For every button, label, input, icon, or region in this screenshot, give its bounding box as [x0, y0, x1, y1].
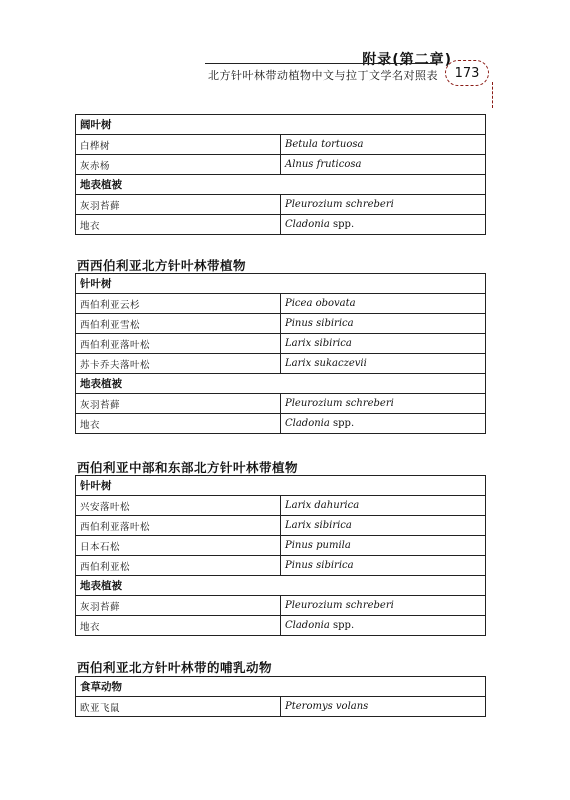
- table-west-siberia-plants: [75, 273, 486, 434]
- latin-name: Pleurozium schreberi: [285, 199, 394, 210]
- latin-suffix: spp.: [329, 620, 355, 631]
- chinese-name: 灰赤杨: [76, 155, 281, 175]
- chinese-name: 兴安落叶松: [76, 496, 281, 516]
- chinese-name: 灰羽苔藓: [76, 394, 281, 414]
- latin-name-cell: [281, 135, 486, 155]
- table-row: [76, 334, 486, 354]
- chinese-name: 白桦树: [76, 135, 281, 155]
- latin-name-cell: [281, 516, 486, 536]
- latin-name: Pleurozium schreberi: [285, 600, 394, 611]
- latin-name-cell: [281, 394, 486, 414]
- category-heading: 食草动物: [76, 677, 486, 697]
- table-row: [76, 215, 486, 235]
- latin-name: Cladonia: [285, 418, 330, 429]
- chapter-label: 附录(第二章): [362, 52, 452, 68]
- appendix-subtitle: 北方针叶林带动植物中文与拉丁文学名对照表: [208, 69, 438, 82]
- table-row: [76, 354, 486, 374]
- table-row: [76, 697, 486, 717]
- chinese-name: 地衣: [76, 616, 281, 636]
- latin-name: Picea obovata: [285, 298, 356, 309]
- table-row: [76, 135, 486, 155]
- chinese-name: 地衣: [76, 215, 281, 235]
- page-number: 173: [445, 60, 489, 86]
- table-row: [76, 394, 486, 414]
- category-heading: 地表植被: [76, 374, 486, 394]
- latin-name-cell: [281, 697, 486, 717]
- table-row: [76, 616, 486, 636]
- latin-suffix: spp.: [329, 418, 355, 429]
- latin-name: Larix dahurica: [285, 500, 360, 511]
- latin-name: Cladonia: [285, 620, 330, 631]
- chinese-name: 西伯利亚落叶松: [76, 334, 281, 354]
- table-row: [76, 314, 486, 334]
- category-heading: 针叶树: [76, 476, 486, 496]
- table-heading-row: [76, 576, 486, 596]
- table-heading-row: [76, 677, 486, 697]
- latin-name: Pinus sibirica: [285, 560, 354, 571]
- section-title: 西伯利亚中部和东部北方针叶林带植物: [77, 460, 299, 475]
- table-row: [76, 496, 486, 516]
- latin-name-cell: [281, 354, 486, 374]
- table-heading-row: [76, 115, 486, 135]
- latin-name: Larix sibirica: [285, 338, 352, 349]
- category-heading: 阔叶树: [76, 115, 486, 135]
- latin-name: Pteromys volans: [285, 701, 369, 712]
- table-row: [76, 294, 486, 314]
- chinese-name: 西伯利亚云杉: [76, 294, 281, 314]
- category-heading: 地表植被: [76, 576, 486, 596]
- chinese-name: 欧亚飞鼠: [76, 697, 281, 717]
- table-row: [76, 414, 486, 434]
- table-central-east-siberia-plants: [75, 475, 486, 636]
- page-number-ornament: [482, 82, 493, 108]
- latin-name-cell: [281, 314, 486, 334]
- latin-name-cell: [281, 616, 486, 636]
- header-rule: [205, 63, 437, 64]
- latin-name-cell: [281, 334, 486, 354]
- latin-name-cell: [281, 294, 486, 314]
- table-heading-row: [76, 175, 486, 195]
- latin-name: Cladonia: [285, 219, 330, 230]
- chinese-name: 苏卡乔夫落叶松: [76, 354, 281, 374]
- latin-name: Pinus pumila: [285, 540, 351, 551]
- latin-name-cell: [281, 155, 486, 175]
- latin-name: Alnus fruticosa: [285, 159, 362, 170]
- table-broadleaf-continued: [75, 114, 486, 235]
- latin-name-cell: [281, 556, 486, 576]
- table-row: [76, 516, 486, 536]
- section-title: 西伯利亚北方针叶林带的哺乳动物: [77, 660, 273, 675]
- latin-name-cell: [281, 195, 486, 215]
- table-row: [76, 556, 486, 576]
- chinese-name: 日本石松: [76, 536, 281, 556]
- latin-name-cell: [281, 215, 486, 235]
- category-heading: 地表植被: [76, 175, 486, 195]
- latin-name: Larix sibirica: [285, 520, 352, 531]
- chinese-name: 灰羽苔藓: [76, 195, 281, 215]
- table-heading-row: [76, 476, 486, 496]
- page-header: [0, 40, 570, 100]
- latin-name-cell: [281, 596, 486, 616]
- chinese-name: 西伯利亚松: [76, 556, 281, 576]
- table-heading-row: [76, 274, 486, 294]
- latin-name: Pleurozium schreberi: [285, 398, 394, 409]
- latin-name: Larix sukaczevii: [285, 358, 367, 369]
- category-heading: 针叶树: [76, 274, 486, 294]
- chinese-name: 西伯利亚雪松: [76, 314, 281, 334]
- table-row: [76, 155, 486, 175]
- latin-suffix: spp.: [329, 219, 355, 230]
- chinese-name: 地衣: [76, 414, 281, 434]
- latin-name-cell: [281, 496, 486, 516]
- table-row: [76, 195, 486, 215]
- table-row: [76, 536, 486, 556]
- table-heading-row: [76, 374, 486, 394]
- latin-name: Pinus sibirica: [285, 318, 354, 329]
- chinese-name: 灰羽苔藓: [76, 596, 281, 616]
- chinese-name: 西伯利亚落叶松: [76, 516, 281, 536]
- table-row: [76, 596, 486, 616]
- latin-name-cell: [281, 414, 486, 434]
- latin-name: Betula tortuosa: [285, 139, 364, 150]
- table-siberia-mammals: [75, 676, 486, 717]
- latin-name-cell: [281, 536, 486, 556]
- section-title: 西西伯利亚北方针叶林带植物: [77, 258, 247, 273]
